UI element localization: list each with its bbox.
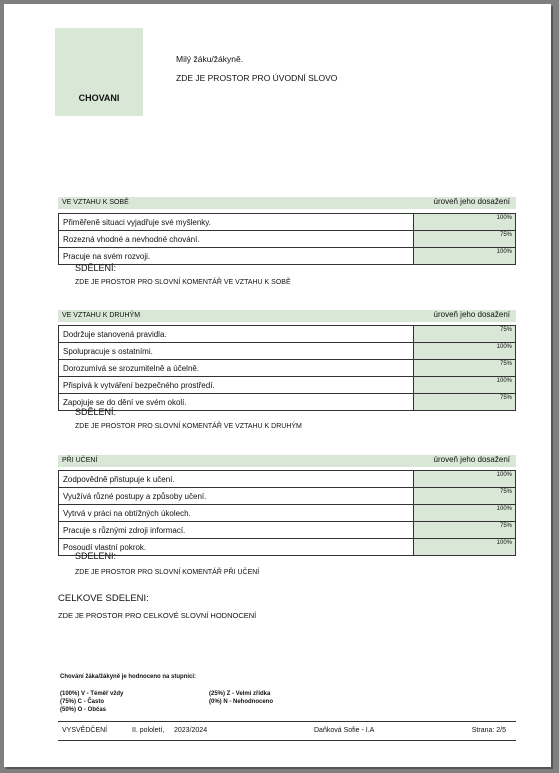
criterion-label: Zodpovědně přistupuje k učení. — [59, 471, 414, 488]
criterion-label: Pracuje na svém rozvoji. — [59, 248, 414, 265]
overall-label: CELKOVE SDELENI: — [58, 593, 149, 604]
footer-student: Daňková Sofie - I.A — [314, 727, 375, 734]
table-row — [59, 539, 516, 556]
legend-item: (0%) N - Nehodnoceno — [209, 699, 273, 705]
section-comment: ZDE JE PROSTOR PRO SLOVNÍ KOMENTÁŘ PŘI UČENÍ — [75, 569, 260, 576]
criterion-label: Přispívá k vytváření bezpečného prostředí. — [59, 377, 414, 394]
criterion-level: 100% — [414, 214, 516, 231]
criteria-table-learning — [58, 470, 516, 556]
overall-comment: ZDE JE PROSTOR PRO CELKOVÉ SLOVNÍ HODNOCENÍ — [58, 611, 257, 620]
criterion-label: Zapojuje se do dění ve svém okolí. — [59, 394, 414, 411]
section-header-others — [58, 310, 516, 322]
criterion-level: 100% — [414, 505, 516, 522]
table-row — [59, 488, 516, 505]
legend-left — [60, 690, 123, 714]
table-row — [59, 394, 516, 411]
criterion-level: 75% — [414, 522, 516, 539]
section-title: VE VZTAHU K SOBĚ — [62, 199, 129, 206]
page-footer — [58, 721, 516, 741]
criterion-label: Rozezná vhodné a nevhodné chování. — [59, 231, 414, 248]
section-title: VE VZTAHU K DRUHÝM — [62, 312, 141, 319]
criterion-label: Dodržuje stanovená pravidla. — [59, 326, 414, 343]
greeting: Milý žáku/žákyně. — [176, 54, 244, 64]
intro-text: ZDE JE PROSTOR PRO ÚVODNÍ SLOVO — [176, 73, 338, 83]
footer-doc-title: VYSVĚDČENÍ — [62, 727, 108, 734]
criteria-table-others — [58, 325, 516, 411]
sdeleni-label: SDĚLENÍ: — [75, 407, 117, 417]
sdeleni-label: SDELENI: — [75, 551, 117, 561]
section-title: PŘI UČENÍ — [62, 457, 98, 464]
section-header-self — [58, 197, 516, 209]
criterion-level: 100% — [414, 343, 516, 360]
criterion-label: Využívá různé postupy a způsoby učení. — [59, 488, 414, 505]
table-row — [59, 248, 516, 265]
section-header-learning — [58, 455, 516, 467]
criterion-label: Vytrvá v práci na obtížných úkolech. — [59, 505, 414, 522]
footer-page-number: Strana: 2/5 — [471, 727, 506, 734]
criterion-level: 75% — [414, 360, 516, 377]
legend-item: (25%) Z - Velmi zřídka — [209, 691, 271, 697]
criteria-table-self — [58, 213, 516, 265]
category-logo-box — [55, 28, 143, 116]
section-comment: ZDE JE PROSTOR PRO SLOVNÍ KOMENTÁŘ VE VZTAHU K DRUHÝM — [75, 423, 302, 430]
criterion-level: 100% — [414, 539, 516, 556]
sdeleni-label: SDĚLENÍ: — [75, 263, 117, 273]
level-header: úroveň jeho dosažení — [433, 310, 510, 319]
criterion-level: 75% — [414, 394, 516, 411]
criterion-label: Přiměřeně situaci vyjadřuje své myšlenky. — [59, 214, 414, 231]
criterion-level: 100% — [414, 471, 516, 488]
legend-right — [209, 690, 273, 706]
footer-year: 2023/2024 — [174, 727, 208, 734]
criterion-level: 75% — [414, 488, 516, 505]
logo-text: CHOVANI — [78, 93, 120, 103]
table-row — [59, 343, 516, 360]
legend-item: (50%) O - Občas — [60, 707, 107, 713]
table-row — [59, 377, 516, 394]
criterion-level: 100% — [414, 377, 516, 394]
criterion-label: Posoudí vlastní pokrok. — [59, 539, 414, 556]
footer-term: II. pololetí, — [132, 727, 165, 734]
table-row — [59, 326, 516, 343]
criterion-label: Pracuje s různými zdroji informací. — [59, 522, 414, 539]
legend-item: (100%) V - Téměř vždy — [60, 691, 124, 697]
legend-title: Chování žáka/žákyně je hodnoceno na stupnici: — [60, 674, 197, 680]
table-row — [59, 360, 516, 377]
criterion-level: 100% — [414, 248, 516, 265]
level-header: úroveň jeho dosažení — [433, 197, 510, 206]
criterion-level: 75% — [414, 231, 516, 248]
criterion-level: 75% — [414, 326, 516, 343]
table-row — [59, 505, 516, 522]
table-row — [59, 471, 516, 488]
report-page — [4, 4, 551, 767]
criterion-label: Dorozumívá se srozumitelně a účelně. — [59, 360, 414, 377]
table-row — [59, 231, 516, 248]
level-header: úroveň jeho dosažení — [433, 455, 510, 464]
criterion-label: Spolupracuje s ostatními. — [59, 343, 414, 360]
section-comment: ZDE JE PROSTOR PRO SLOVNÍ KOMENTÁŘ VE VZTAHU K SOBĚ — [75, 279, 291, 286]
table-row — [59, 214, 516, 231]
legend-item: (75%) C - Často — [60, 699, 105, 705]
table-row — [59, 522, 516, 539]
